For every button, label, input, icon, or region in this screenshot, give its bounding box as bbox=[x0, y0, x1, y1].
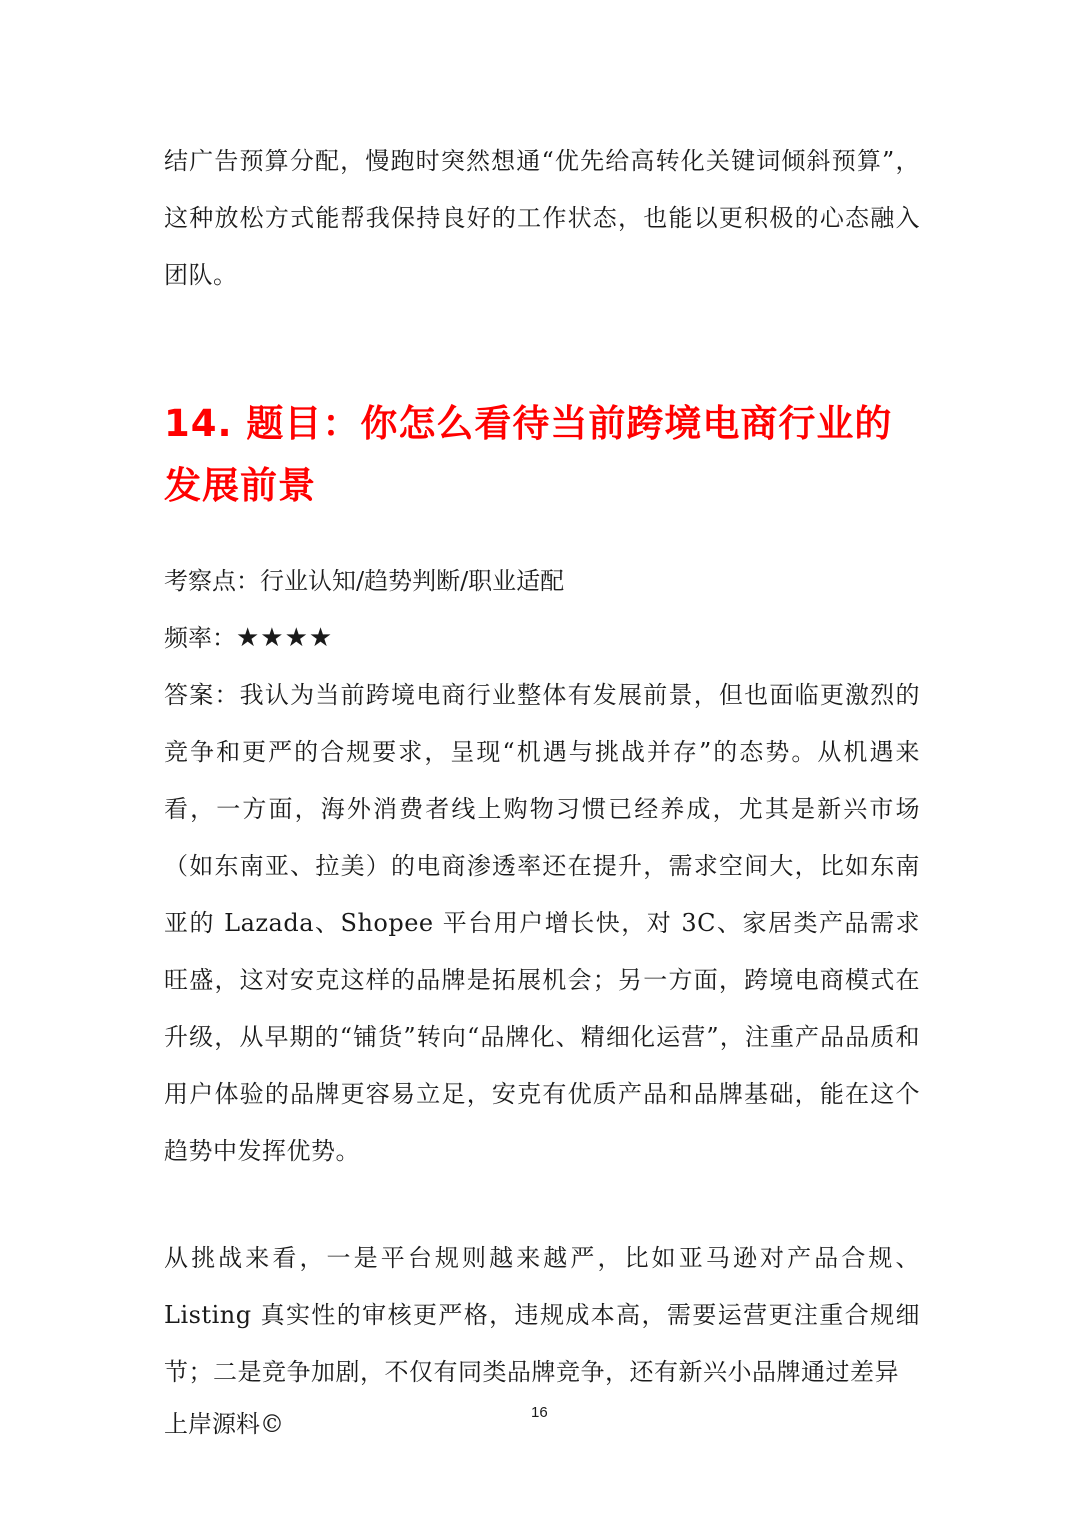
focus-label: 考察点： bbox=[164, 567, 260, 595]
focus-value: 行业认知/趋势判断/职业适配 bbox=[260, 567, 565, 595]
question-heading: 14. 题目：你怎么看待当前跨境电商行业的发展前景 bbox=[164, 402, 893, 507]
footer-source: 上岸源料© bbox=[164, 1410, 284, 1438]
frequency-stars: ★★★★ bbox=[236, 623, 334, 653]
focus-line bbox=[164, 564, 564, 598]
page-number: 16 bbox=[531, 1404, 548, 1421]
frequency-line bbox=[164, 621, 333, 655]
answer-paragraph: 答案：我认为当前跨境电商行业整体有发展前景，但也面临更激烈的竞争和更严的合规要求，呈现“机遇与挑战并存”的态势。从机遇来看，一方面，海外消费者线上购物习惯已经养成，尤其是新兴市场（如东南亚、拉美）的电商渗透率还在提升，需求空间大，比如东南亚的 Lazada、Shopee 平台用户增长快，对 3C、家居类产品需求旺盛，这对安克这样的品牌是拓展机会；另一方面，跨境电商模式在升级，从早期的“铺货”转向“品牌化、精细化运营”，注重产品品质和用户体验的品牌更容易立足，安克有优质产品和品牌基础，能在这个趋势中发挥优势。 bbox=[164, 681, 920, 1165]
challenge-paragraph: 从挑战来看，一是平台规则越来越严，比如亚马逊对产品合规、Listing 真实性的审核更严格，违规成本高，需要运营更注重合规细节；二是竞争加剧，不仅有同类品牌竞争，还有新兴小品牌通过差异 bbox=[164, 1244, 920, 1386]
frequency-label: 频率： bbox=[164, 624, 236, 652]
intro-paragraph: 结广告预算分配，慢跑时突然想通“优先给高转化关键词倾斜预算”，这种放松方式能帮我保持良好的工作状态，也能以更积极的心态融入团队。 bbox=[164, 147, 920, 289]
